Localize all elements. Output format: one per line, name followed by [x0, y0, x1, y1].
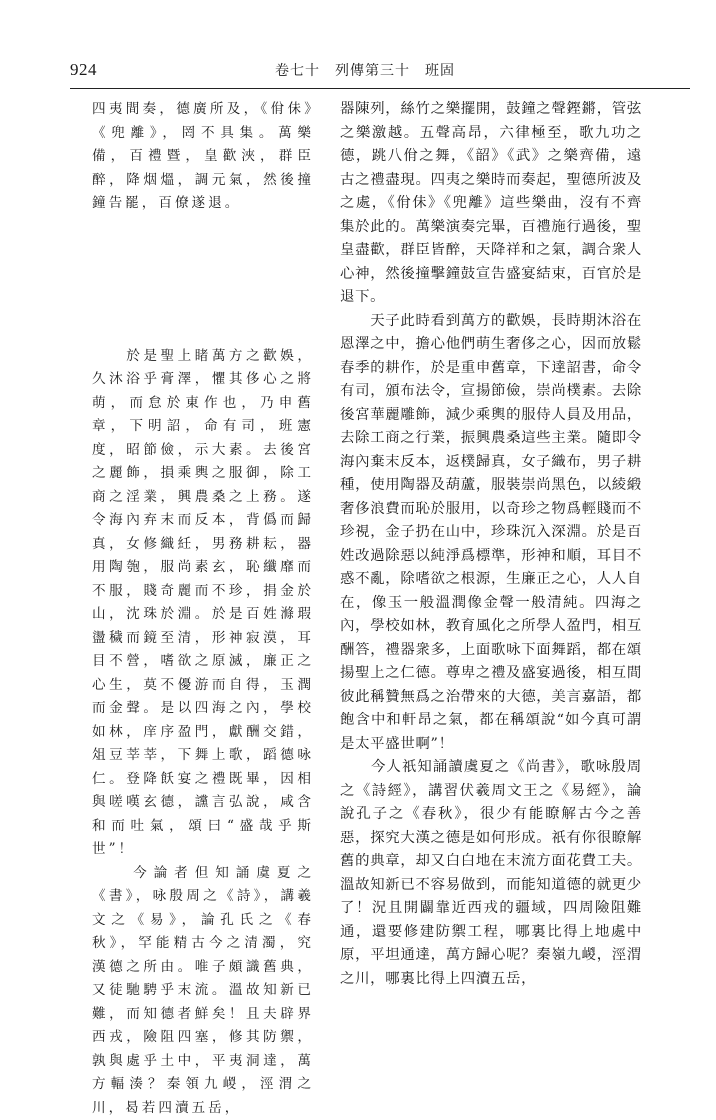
original-paragraph-2: 於是聖上睹萬方之歡娛，久沐浴乎膏澤，懼其侈心之將萌，而怠於東作也，乃申舊章，下明詔，命有司，班憲度，昭節儉，示大素。去後宮之麗飾，損乘輿之服御，除工商之淫業，興農桑之上務。遂令海內弃末而反本，背僞而歸真，女修織紝，男務耕耘，器用陶匏，服尚素玄，恥纖靡而不服，賤奇麗而不珍，捐金於山，沈珠於淵。於是百姓滌瑕盪穢而鏡至清，形神寂漠，耳目不營，嗜欲之原滅，廉正之心生，莫不優游而自得，玉潤而金聲。是以四海之內，學校如林，庠序盈門，獻酬交錯，俎豆莘莘，下舞上歌，蹈德咏仁。登降飫宴之禮既畢，因相與嗟嘆玄德，讜言弘說，咸含和而吐氣，頌曰“盛哉乎斯世”！: [92, 345, 314, 862]
original-paragraph-3: 今論者但知誦虞夏之《書》，咏殷周之《詩》，講羲文之《易》，論孔氏之《春秋》，罕能精古今之清濁，究漢德之所由。唯子頗識舊典，又徒馳騁乎末流。溫故知新已難，而知德者鮮矣！且夫辟界西戎，險阻四塞，修其防禦，孰與處乎土中，平夷洞達，萬方輻湊？秦領九嵕，涇渭之川，曷若四瀆五岳，: [92, 862, 314, 1120]
translation-paragraph-3: 今人祇知誦讀虞夏之《尚書》，歌咏殷周之《詩經》，講習伏羲周文王之《易經》，論說孔子之《春秋》，很少有能瞭解古今之善惡，探究大漢之德是如何形成。祇有你很瞭解舊的典章，却又白白地在末流方面花費工夫。溫故知新已不容易做到，而能知道德的就更少了！況且開闢靠近西戎的疆域，四周險阻難通，還要修建防禦工程，哪裏比得上地處中原，平坦通達，萬方歸心呢？秦嶺九嵕，涇渭之川，哪裏比得上四瀆五岳，: [340, 756, 642, 991]
translation-paragraph-1: 器陳列，絲竹之樂擺開，鼓鐘之聲鏗鏘，管弦之樂激越。五聲高昂，六律極至，歌九功之德，跳八佾之舞，《韶》《武》之樂齊備，遠古之禮盡現。四夷之樂時而奏起，聖德所波及之處，《佾佅》《兜離》這些樂曲，沒有不齊集於此的。萬樂演奏完畢，百禮施行過後，聖皇盡歡，群臣皆醉，天降祥和之氣，調合衆人心神，然後撞擊鐘鼓宣告盛宴結束，百官於是退下。: [340, 98, 642, 310]
original-paragraph-1: 四夷間奏，德廣所及，《佾佅》《兜離》，罔不具集。萬樂備，百禮暨，皇歡浹，群臣醉，降烟熅，調元氣，然後撞鐘告罷，百僚遂退。: [92, 98, 314, 216]
header-rule: [70, 88, 690, 89]
running-head: 卷七十 列傳第三十 班固: [275, 60, 455, 80]
page-header: [70, 60, 690, 86]
original-text-column: [92, 98, 314, 1120]
page-number: 924: [70, 60, 97, 80]
translation-paragraph-2: 天子此時看到萬方的歡娛，長時期沐浴在恩澤之中，擔心他們萌生奢侈之心，因而放鬆春季的耕作，於是重申舊章，下達詔書，命令有司，頒布法令，宣揚節儉，崇尚樸素。去除後宮華麗雕飾，減少乘輿的服侍人員及用品，去除工商之行業，振興農桑這些主業。隨即令海內棄末反本，返樸歸真，女子織布，男子耕種，使用陶器及葫蘆，服裝崇尚黑色，以綾緞奢侈浪費而恥於服用，以奇珍之物爲輕賤而不珍視，金子扔在山中，珍珠沉入深淵。於是百姓改過除惡以純淨爲標準，形神和順，耳目不惑不亂，除嗜欲之根源，生廉正之心，人人自在，像玉一般溫潤像金聲一般清純。四海之內，學校如林，教育風化之所學人盈門，相互酬答，禮器衆多，上面歌咏下面舞蹈，都在頌揚聖上之仁德。尊卑之禮及盛宴過後，相互間彼此稱贊無爲之治帶來的大德，美言嘉語，都飽含中和軒昂之氣，都在稱頌說“如今真可謂是太平盛世啊”！: [340, 310, 642, 757]
translation-column: [340, 98, 642, 991]
